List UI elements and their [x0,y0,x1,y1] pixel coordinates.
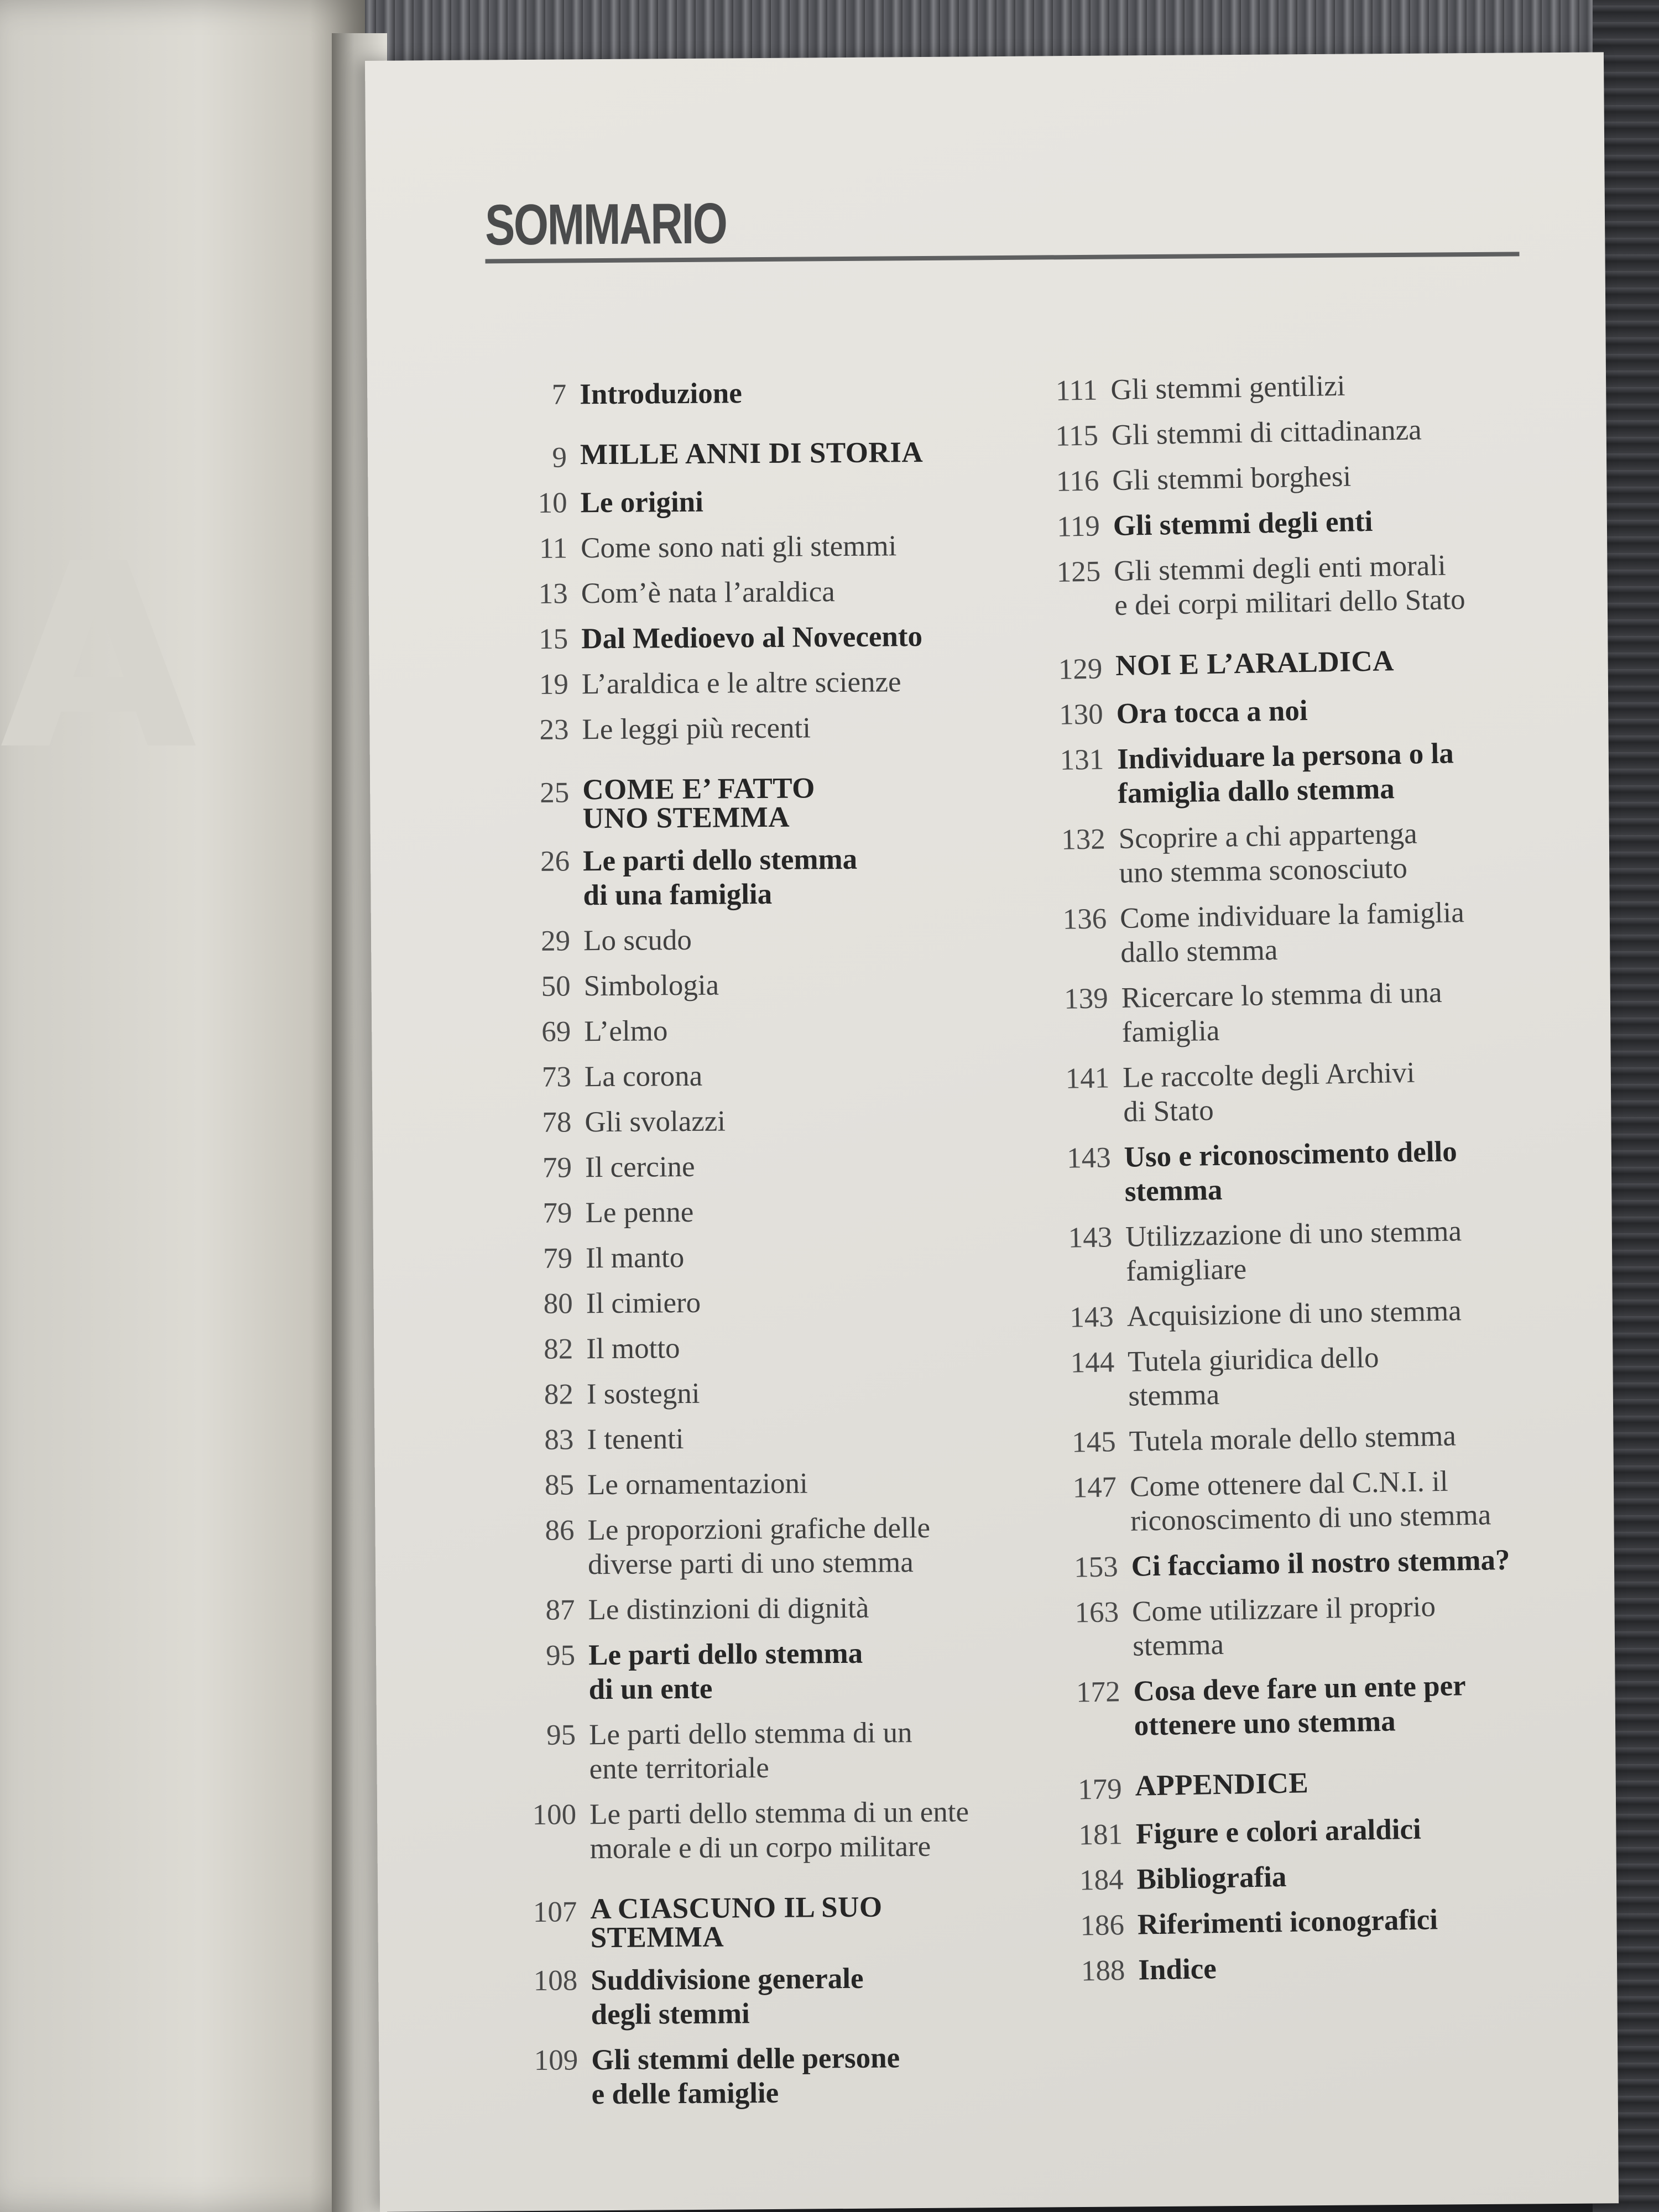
toc-page-number: 73 [541,1061,572,1093]
toc-entry-title: Il cimiero [586,1286,701,1320]
toc-entry-title: Il motto [586,1332,680,1365]
toc-entry-title: La corona [584,1060,703,1093]
toc-entry [1044,1133,1565,1210]
toc-page-number: 11 [539,532,568,565]
toc-entry [1036,644,1556,687]
toc-entry [502,619,999,656]
toc-entry-title: Gli stemmi gentilizi [1110,369,1345,406]
toc-entry-title: Cosa deve fare un ente per ottenere uno stemma [1133,1670,1467,1742]
toc-page-number: 26 [540,845,570,878]
toc-entry [1056,1809,1577,1853]
toc-page-number: 82 [544,1378,574,1411]
toc-entry-title: Suddivisione generale degli stemmi [591,1962,864,2031]
toc-entry [510,1892,1009,1953]
toc-page-number: 13 [538,577,568,610]
toc-entry [502,573,999,611]
toc-entry [1034,546,1555,624]
toc-page-number: 144 [1070,1346,1115,1379]
toc-entry-title: Come utilizzare il proprio stemma [1131,1590,1436,1662]
toc-page-number: 86 [545,1514,575,1547]
toc-entry [502,664,1000,702]
toc-page-number: 95 [546,1719,576,1751]
toc-entry-title: Le proporzioni grafiche delle diverse parti di uno stemma [587,1511,931,1581]
toc-entry [504,1011,1002,1049]
toc-entry [1033,501,1553,544]
right-book-page [365,52,1619,2212]
toc-page-number: 130 [1058,698,1104,731]
toc-entry [1043,1053,1564,1130]
toc-entry [509,1635,1007,1707]
toc-page-number: 29 [540,925,571,957]
toc-page-number: 82 [544,1333,573,1365]
toc-page-number: 147 [1072,1471,1117,1504]
toc-entry [508,1510,1006,1582]
toc-entry [503,841,1001,913]
toc-page-number: 143 [1066,1141,1112,1175]
toc-entry-title: Gli stemmi degli enti [1113,505,1373,542]
toc-entry-title: Tutela giuridica dello stemma [1127,1341,1379,1412]
toc-page-number: 107 [533,1896,577,1928]
toc-page-number: 19 [539,668,569,701]
toc-entry-title: Come sono nati gli stemmi [580,530,897,565]
toc-page-number: 79 [542,1242,573,1275]
toc-entry-title: Acquisizione di uno stemma [1126,1295,1462,1333]
toc-page-number: 163 [1074,1596,1119,1629]
toc-entry-title: Uso e riconoscimento dello stemma [1124,1135,1458,1208]
toc-entry [1039,814,1559,891]
toc-entry-title: I tenenti [587,1423,684,1456]
toc-entry [1047,1292,1567,1335]
toc-page-number: 10 [538,487,567,519]
toc-entry-title: Le leggi più recenti [582,712,811,746]
toc-entry [500,374,998,412]
toc-entry-title: Ricercare lo stemma di una famiglia [1121,976,1442,1048]
toc-page-number: 79 [542,1151,572,1184]
toc-entry [1049,1417,1569,1460]
toc-entry [504,921,1001,958]
toc-entry-title: Gli svolazzi [585,1105,726,1139]
toc-entry-title: Le parti dello stemma di una famiglia [582,843,858,912]
toc-page-number: 100 [532,1798,577,1831]
toc-entry-title: Come ottenere dal C.N.I. il riconoscimento di uno stemma [1129,1465,1491,1537]
toc-page-number: 80 [543,1287,573,1320]
toc-entry-title: Riferimenti iconografici [1137,1903,1438,1941]
toc-page-number: 23 [539,713,569,746]
toc-entry [1048,1337,1569,1415]
toc-entry-title: Le parti dello stemma di un ente [588,1637,863,1706]
toc-entry-title: Simbologia [583,969,719,1003]
toc-page-number: 139 [1063,982,1109,1015]
toc-page-number: 108 [533,1964,578,1997]
left-page-ghost-letter: A [0,510,197,806]
toc-entry-title: Bibliografia [1136,1860,1287,1896]
toc-entry-title: Indice [1138,1953,1217,1986]
toc-page-number: 85 [544,1469,575,1501]
toc-entry [1057,1900,1578,1943]
toc-page-number: 136 [1062,902,1107,936]
toc-entry [505,1102,1003,1140]
toc-page-number: 109 [534,2044,578,2077]
toc-page-number: 87 [545,1594,575,1626]
toc-entry-title: Le parti dello stemma di un ente morale e di un corpo militare [589,1796,969,1865]
toc-entry [1055,1764,1575,1807]
toc-entry-title: Come individuare la famiglia dallo stemma [1119,896,1465,969]
toc-entry-title: L’elmo [584,1015,668,1048]
toc-page-number: 69 [541,1015,571,1048]
toc-page-number: 50 [541,970,571,1003]
toc-page-number: 116 [1056,465,1099,498]
toc-page-number: 95 [545,1639,576,1672]
toc-entry [503,773,1001,833]
toc-page-number: 9 [552,441,567,474]
toc-entry-title: Gli stemmi delle persone e delle famiglie [591,2042,900,2111]
toc-page-number: 184 [1079,1864,1124,1897]
toc-entry-title: Utilizzazione di uno stemma famigliare [1125,1215,1462,1287]
toc-entry [502,709,1000,747]
toc-entry [1050,1462,1571,1540]
toc-page-number: 7 [551,378,567,411]
toc-entry-title: Scoprire a chi appartenga uno stemma sconosciuto [1118,817,1418,889]
toc-entry-title: Le penne [585,1196,694,1229]
toc-entry [505,1147,1003,1185]
toc-entry-title: Gli stemmi di cittadinanza [1111,414,1422,452]
toc-entry-title: L’araldica e le altre scienze [581,666,901,701]
toc-entry-title: Ora tocca a noi [1116,694,1308,730]
toc-page-number: 153 [1073,1551,1119,1584]
toc-entry [1037,734,1558,812]
toc-entry [508,1465,1005,1503]
toc-page-number: 145 [1071,1426,1117,1459]
toc-page-number: 25 [540,776,570,809]
toc-entry [508,1590,1006,1627]
toc-page-number: 119 [1056,510,1100,543]
toc-column-right [1031,365,1579,2000]
toc-entry [500,483,998,520]
toc-entry [501,528,999,566]
toc-entry-title: Gli stemmi borghesi [1112,460,1352,497]
toc-entry [1031,365,1551,408]
toc-entry-title: I sostegni [586,1377,700,1411]
toc-entry [1058,1945,1579,1989]
toc-page-number: 179 [1077,1773,1123,1806]
toc-page-number: 79 [542,1197,572,1229]
toc-page-number: 111 [1055,374,1098,407]
left-book-page [0,0,365,2212]
toc-page-number: 131 [1060,743,1104,776]
toc-entry [1040,894,1561,971]
toc-entry-title: Le origini [580,486,704,519]
toc-entry-title: Il manto [585,1241,685,1275]
toc-entry [507,1329,1004,1366]
toc-page-number: 143 [1069,1301,1114,1334]
toc-entry [1057,1855,1577,1898]
toc-page-number: 141 [1065,1062,1110,1095]
toc-entry-title: NOI E L’ARALDICA [1115,645,1395,682]
toc-entry-title: A CIASCUNO IL SUO STEMMA [590,1891,883,1954]
toc-entry [505,1057,1003,1094]
toc-entry-title: Individuare la persona o la famiglia dallo stemma [1117,737,1454,810]
toc-entry [1053,1667,1574,1744]
toc-page-number: 78 [542,1106,572,1139]
page-title: SOMMARIO [484,191,727,258]
toc-entry [512,2040,1010,2112]
toc-entry-title: Le raccolte degli Archivi di Stato [1122,1056,1415,1128]
toc-column-left [500,374,1010,2123]
toc-page-number: 83 [544,1423,574,1456]
toc-page-number: 15 [539,623,568,655]
toc-entry [506,1238,1004,1276]
toc-entry [506,1284,1004,1321]
toc-entry [1032,456,1553,499]
toc-page-number: 115 [1055,419,1099,452]
toc-entry-title: Com’è nata l’araldica [581,576,836,610]
toc-entry [1051,1542,1572,1585]
toc-page-number: 143 [1068,1221,1113,1254]
toc-entry [1031,410,1552,453]
toc-entry-title: Le parti dello stemma di un ente territoriale [588,1717,912,1786]
toc-entry-title: MILLE ANNI DI STORIA [580,436,924,471]
toc-entry-title: COME E’ FATTO UNO STEMMA [582,772,816,835]
toc-entry [510,1794,1008,1866]
toc-page-number: 132 [1061,823,1106,856]
toc-page-number: 188 [1081,1954,1125,1987]
toc-entry [500,437,998,475]
toc-entry-title: Figure e colori araldici [1135,1813,1422,1850]
toc-page-number: 125 [1056,555,1101,588]
toc-entry [1046,1212,1567,1290]
toc-entry-title: Le distinzioni di dignità [588,1592,869,1626]
toc-entry [507,1420,1005,1457]
toc-page-number: 129 [1058,653,1103,686]
toc-entry-title: Dal Medioevo al Novecento [581,620,923,655]
toc-entry [507,1374,1005,1412]
toc-entry [1036,689,1557,732]
toc-entry-title: Tutela morale dello stemma [1129,1420,1457,1458]
toc-entry [504,966,1001,1004]
toc-entry-title: Ci facciamo il nostro stemma? [1131,1543,1510,1583]
toc-entry [1041,973,1562,1051]
toc-entry [509,1715,1008,1787]
toc-page-number: 172 [1076,1676,1121,1709]
toc-page-number: 181 [1078,1818,1123,1851]
toc-entry-title: Gli stemmi degli enti morali e dei corpi militari dello Stato [1113,549,1466,622]
toc-entry [1052,1587,1573,1665]
toc-entry-title: Le ornamentazioni [587,1467,808,1501]
toc-entry [505,1193,1003,1230]
toc-entry-title: APPENDICE [1135,1767,1309,1802]
toc-entry-title: Il cercine [585,1150,695,1184]
toc-entry-title: Lo scudo [583,924,692,957]
toc-page-number: 186 [1079,1909,1125,1942]
toc-entry [511,1960,1009,2032]
toc-entry-title: Introduzione [580,377,742,411]
